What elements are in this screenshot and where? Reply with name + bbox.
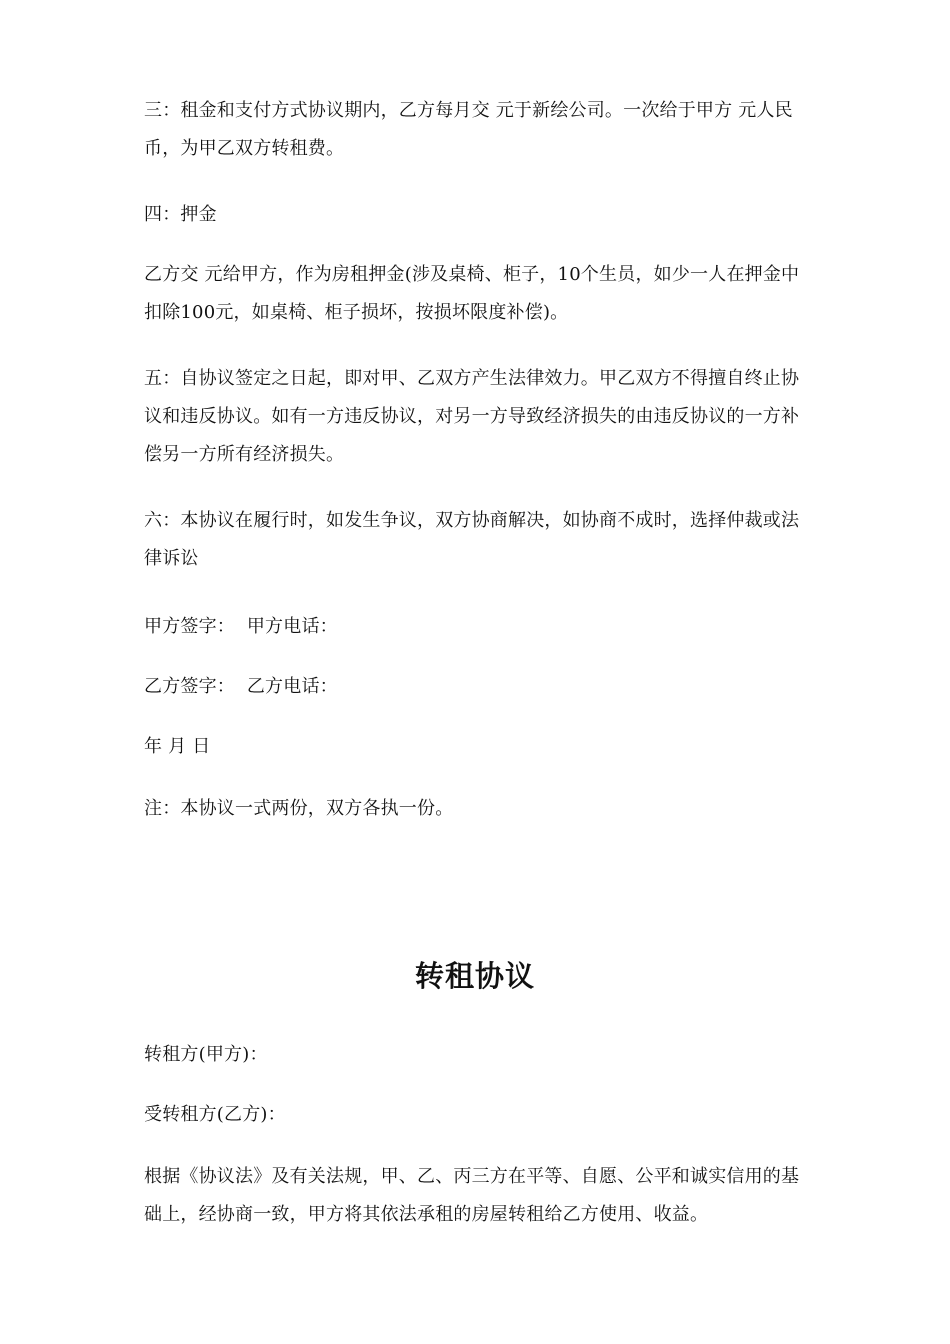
copies-note: 注：本协议一式两份，双方各执一份。 — [144, 798, 454, 819]
party-a-signature-line: 甲方签字： 甲方电话： — [144, 616, 338, 637]
clause-5-legal-effect: 五：自协议签定之日起，即对甲、乙双方产生法律效力。甲乙双方不得擅自终止协议和违反协议。如有一方违反协议，对另一方导致经济损失的由违反协议的一方补偿另一方所有经济损失。 — [144, 368, 800, 465]
sublease-agreement-title: 转租协议 — [414, 959, 535, 993]
sublessee-party-b-line: 受转租方(乙方)： — [144, 1104, 286, 1125]
date-line: 年 月 日 — [144, 736, 211, 757]
clause-3-rent-payment: 三：租金和支付方式协议期内，乙方每月交 元于新绘公司。一次给于甲方 元人民币，为甲乙双方转租费。 — [144, 100, 793, 159]
preamble-paragraph: 根据《协议法》及有关法规，甲、乙、丙三方在平等、自愿、公平和诚实信用的基础上，经协商一致，甲方将其依法承租的房屋转租给乙方使用、收益。 — [144, 1166, 800, 1225]
sublessor-party-a-line: 转租方(甲方)： — [144, 1044, 268, 1065]
clause-6-dispute: 六：本协议在履行时，如发生争议，双方协商解决，如协商不成时，选择仲裁或法律诉讼 — [144, 510, 800, 569]
clause-4-heading: 四：押金 — [144, 204, 217, 225]
clause-4-deposit-body: 乙方交 元给甲方，作为房租押金(涉及桌椅、柜子，10个生员，如少一人在押金中扣除100元，如桌椅、柜子损坏，按损坏限度补偿)。 — [144, 264, 800, 323]
party-b-signature-line: 乙方签字： 乙方电话： — [144, 676, 338, 697]
